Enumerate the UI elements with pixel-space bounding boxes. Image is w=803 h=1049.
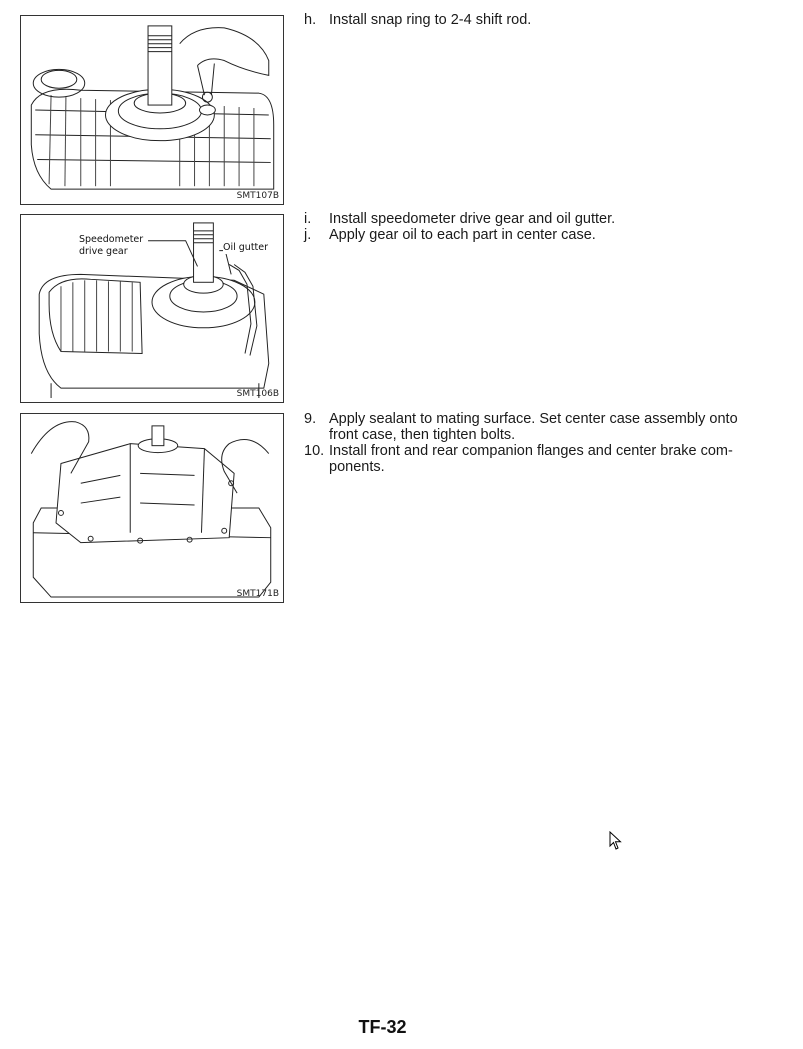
figure-snap-ring-install (20, 15, 284, 205)
step-i (304, 211, 764, 227)
callout-oil-gutter: Oil gutter (223, 242, 269, 253)
callout-speedometer: Speedometer (79, 234, 144, 245)
figure-speedometer-gear (20, 214, 284, 403)
snap-ring-illustration (21, 16, 283, 204)
figure-code: SMT106B (236, 389, 279, 399)
step-j (304, 227, 764, 243)
steps-block-1 (304, 12, 764, 28)
step-h (304, 12, 764, 28)
step-number: 9. (304, 411, 317, 427)
step-text: Apply sealant to mating surface. Set center case assembly onto front case, then tighten bolts. (329, 411, 738, 443)
step-10 (304, 443, 764, 475)
figure-center-case-assembly (20, 413, 284, 603)
mouse-cursor-icon (609, 831, 623, 851)
step-number: j. (304, 227, 312, 243)
step-number: h. (304, 12, 317, 28)
page-number: TF-32 (358, 1017, 407, 1037)
figure-code: SMT171B (236, 589, 279, 599)
step-text: Install snap ring to 2-4 shift rod. (329, 12, 532, 28)
callout-drive-gear: drive gear (79, 246, 128, 257)
step-text: Apply gear oil to each part in center case. (329, 227, 596, 243)
step-9 (304, 411, 764, 443)
step-text: Install front and rear companion flanges and center brake com-ponents. (329, 443, 733, 475)
center-case-illustration (21, 414, 283, 602)
steps-block-2 (304, 211, 764, 243)
step-number: i. (304, 211, 312, 227)
figure-code: SMT107B (236, 191, 279, 201)
step-number: 10. (304, 443, 325, 459)
steps-block-3 (304, 411, 764, 475)
step-text: Install speedometer drive gear and oil gutter. (329, 211, 616, 227)
